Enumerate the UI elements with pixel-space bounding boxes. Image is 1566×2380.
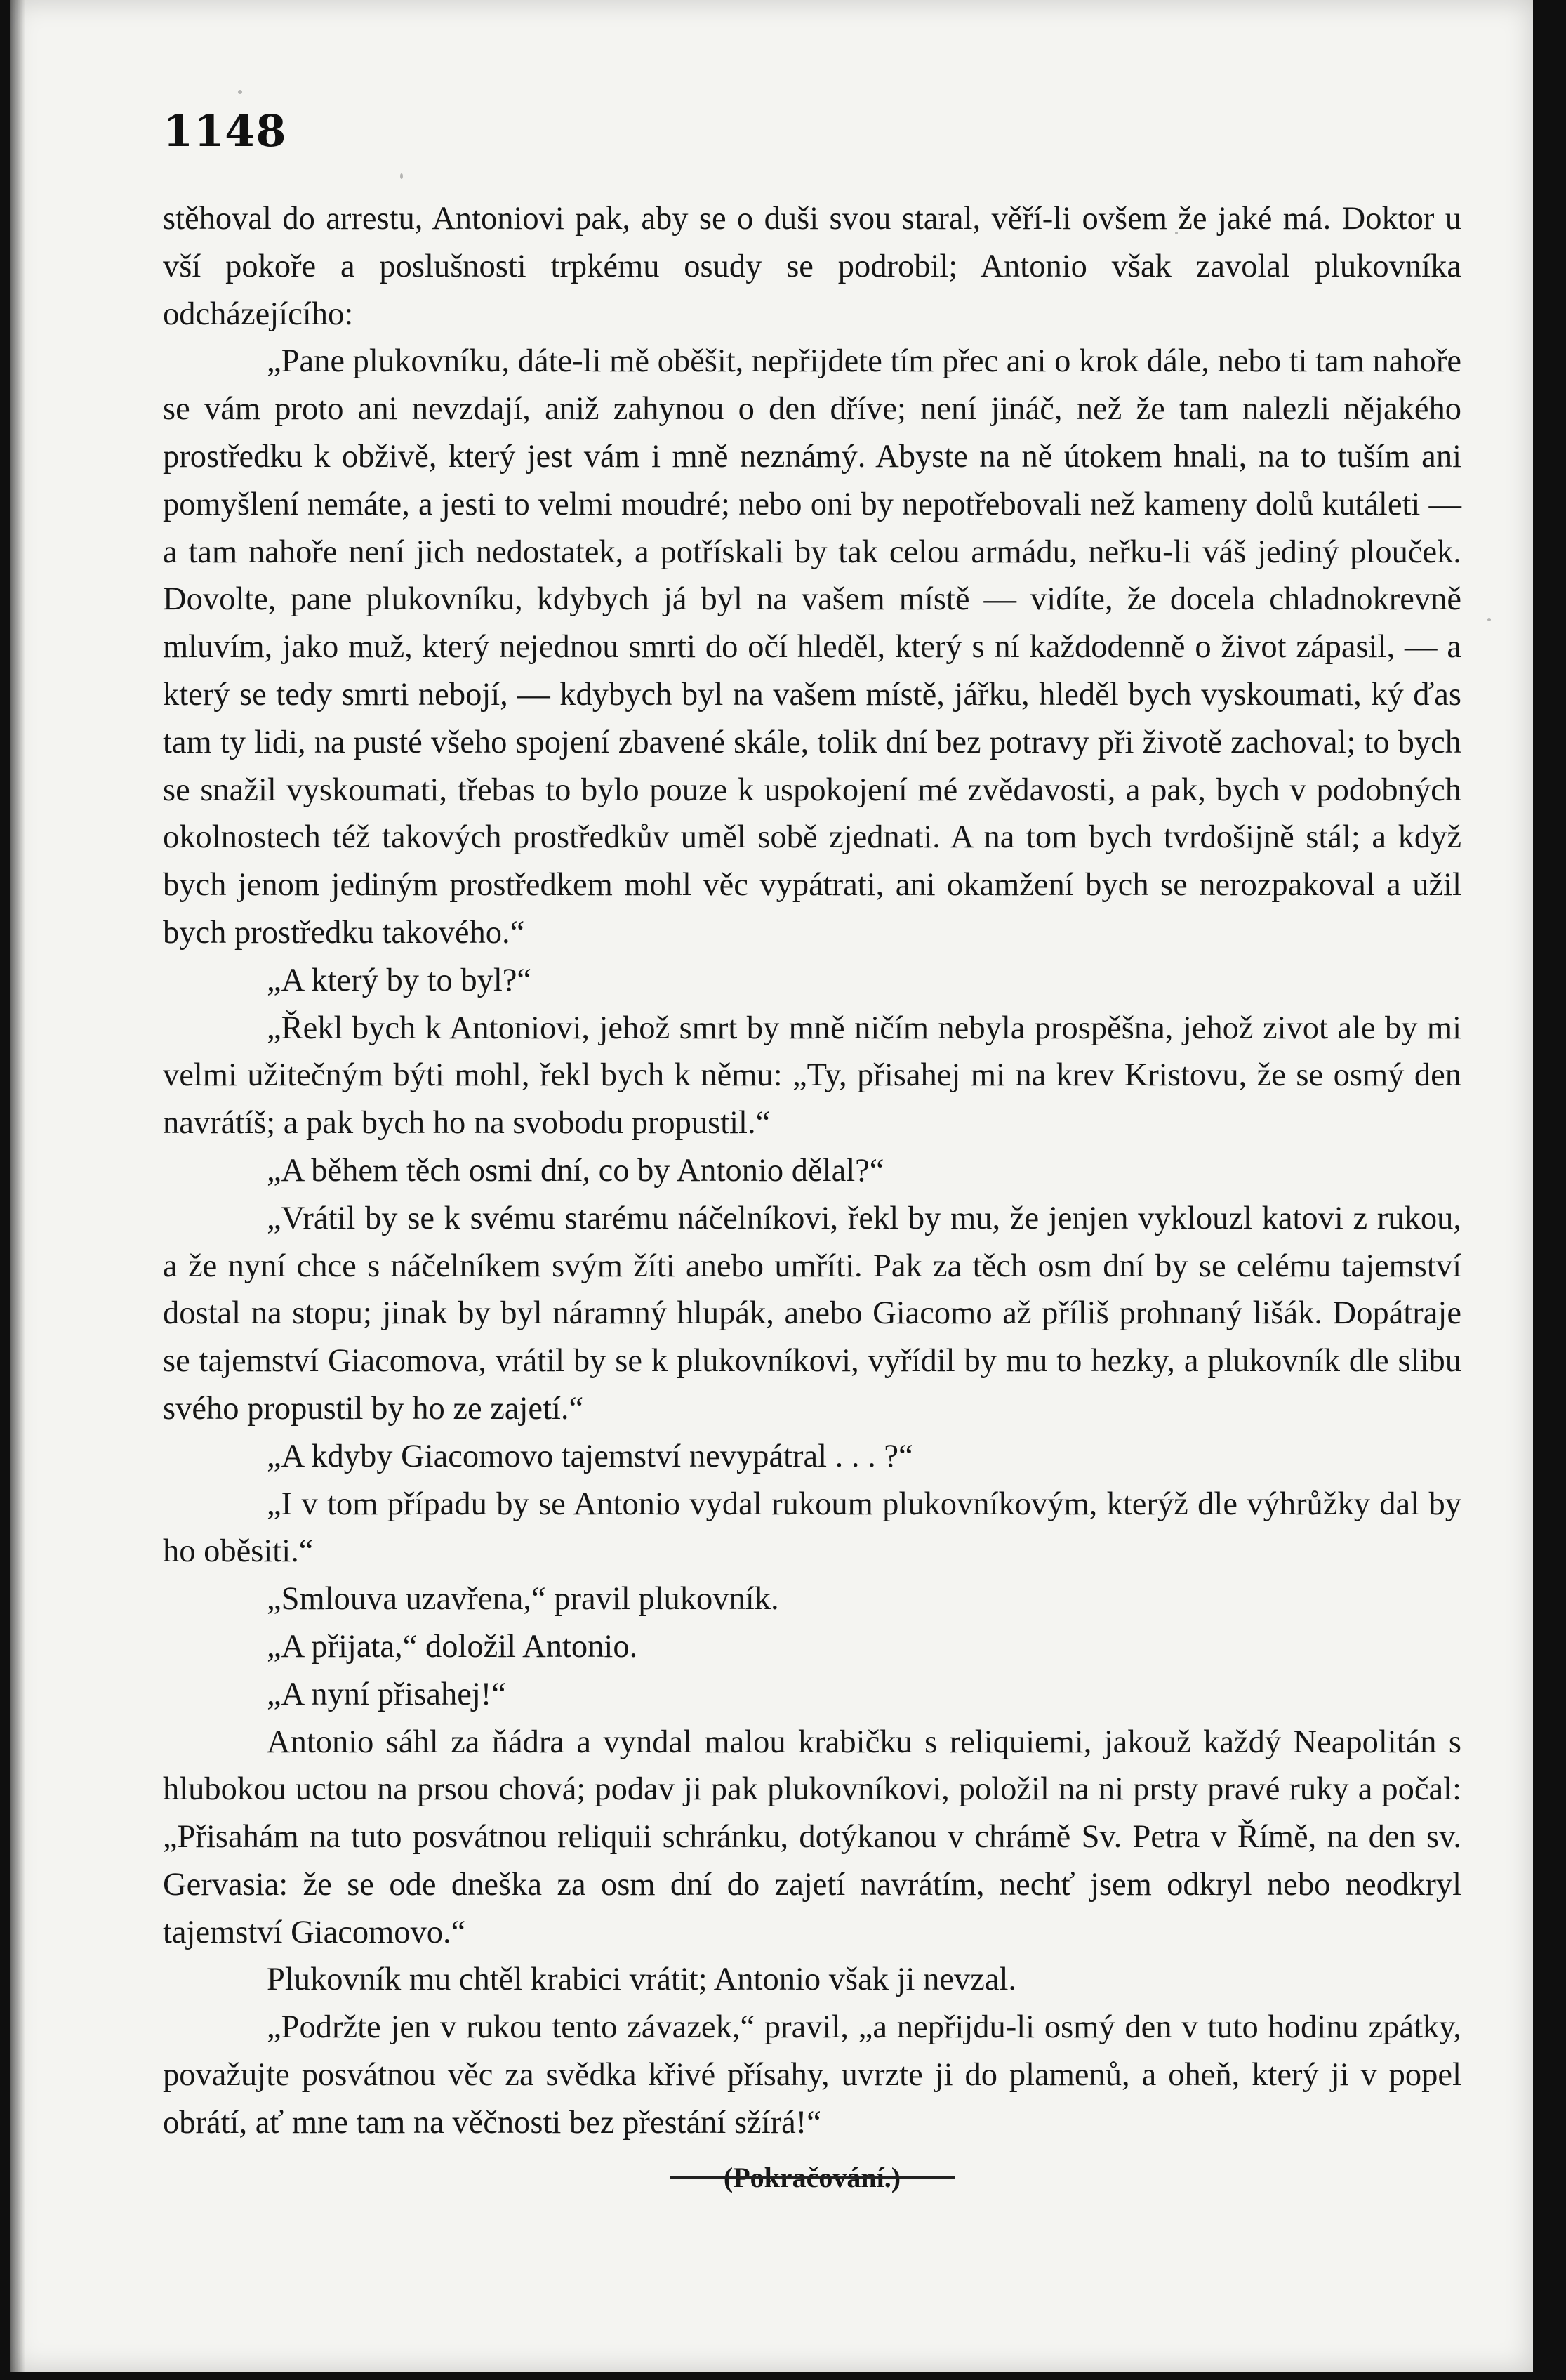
paragraph: „Smlouva uzavřena,“ pravil plukovník.	[267, 1581, 779, 1618]
paragraph: „A kdyby Giacomovo tajemství nevypátral . . . ?“	[267, 1438, 913, 1474]
paragraph: „A přijata,“ doložil Antonio.	[267, 1628, 638, 1665]
paragraph: „A nyní přisahej!“	[267, 1676, 506, 1712]
paragraph: „Vrátil by se k svému starému náčelníkovi, řekl by mu, že jenjen vyklouzl katovi z rukou, a že nyní chce s náčelníkem svým žíti anebo umříti. Pak za těch osm dní by se celému tajemství dostal na stopu; jinak by byl náramný hlupák, anebo Giacomo až příliš prohnaný lišák. Dopátraje se tajemství Giacomova, vrátil by se k plukovníkovi, vyřídil by mu to hezky, a plukovník dle slibu svého propustil by ho ze zajetí.“	[163, 1200, 1461, 1427]
page-text	[163, 195, 1461, 2201]
paragraph: stěhoval do arrestu, Antoniovi pak, aby se o duši svou staral, věří-li ovšem že jaké má. Doktor u vší pokoře a poslušnosti trpkému osudy se podrobil; Antonio však zavolal plukovníka odcházejícího:	[163, 201, 1461, 332]
paragraph: „Pane plukovníku, dáte-li mě oběšit, nepřijdete tím přec ani o krok dále, nebo ti tam nahoře se vám proto ani nevzdají, aniž zahynou o den dříve; není jináč, než že tam nalezli nějakého prostředku k obživě, který jest vám i mně neznámý. Abyste na ně útokem hnali, na to tuším ani pomyšlení nemáte, a jesti to velmi moudré; nebo oni by nepotřebovali než kameny dolů kutáleti — a tam nahoře není jich nedostatek, a potřískali by tak celou armádu, neřku-li váš jediný plouček. Dovolte, pane plukovníku, kdybych já byl na vašem místě — vidíte, že docela chladnokrevně mluvím, jako muž, který nejednou smrti do očí hleděl, který s ní každodenně o život zápasil, — a který se tedy smrti nebojí, — kdybych byl na vašem místě, jářku, hleděl bych vyskoumati, ký ďas tam ty lidi, na pusté všeho spojení zbavené skále, tolik dní bez potravy při životě zachoval; to bych se snažil vyskoumati, třebas to bylo pouze k uspokojení mé zvědavosti, a pak, bych v podobných okolnostech též takových prostředkův uměl sobě zjednati. A na tom bych tvrdošijně stál; a když bych jenom jediným prostředkem mohl věc vypátrati, ani okamžení bych se nerozpakoval a užil bych prostředku takového.“	[163, 343, 1461, 951]
paragraph: „Podržte jen v rukou tento závazek,“ pravil, „a nepřijdu-li osmý den v tuto hodinu zpátky, považujte posvátnou věc za svědka křivé přísahy, uvrzte ji do plamenů, a oheň, který ji v popel obrátí, ať mne tam na věčnosti bez přestání sžírá!“	[163, 2009, 1461, 2141]
paragraph: Plukovník mu chtěl krabici vrátit; Antonio však ji nevzal.	[267, 1962, 1017, 1998]
paragraph: „I v tom případu by se Antonio vydal rukoum plukovníkovým, kterýž dle výhrůžky dal by ho oběsiti.“	[163, 1486, 1461, 1570]
paper-speck	[1487, 618, 1491, 621]
section-divider	[670, 2176, 955, 2179]
paper-speck	[238, 90, 242, 94]
paragraph: Antonio sáhl za ňádra a vyndal malou krabičku s reliquiemi, jakouž každý Neapolitán s hlubokou uctou na prsou chová; podav ji pak plukovníkovi, položil na ni prsty pravé ruky a počal: „Přisahám na tuto posvátnou reliquii schránku, dotýkanou v chrámě Sv. Petra v Římě, na den sv. Gervasia: že se ode dneška za osm dní do zajetí navrátím, nechť jsem odkryl nebo neodkryl tajemství Giacomovo.“	[163, 1724, 1461, 1950]
paper-speck	[400, 173, 403, 179]
continued-note: (Pokračování.)	[723, 2161, 901, 2193]
paragraph: „Řekl bych k Antoniovi, jehož smrt by mně ničím nebyla prospěšna, jehož zivot ale by mi velmi užitečným býti mohl, řekl bych k němu: „Ty, přisahej mi na krev Kristovu, že se osmý den navrátíš; a pak bych ho na svobodu propustil.“	[163, 1010, 1461, 1142]
paragraph: „A který by to byl?“	[267, 962, 532, 998]
page-number: 1148	[163, 105, 287, 157]
paragraph: „A během těch osmi dní, co by Antonio dělal?“	[267, 1152, 884, 1189]
